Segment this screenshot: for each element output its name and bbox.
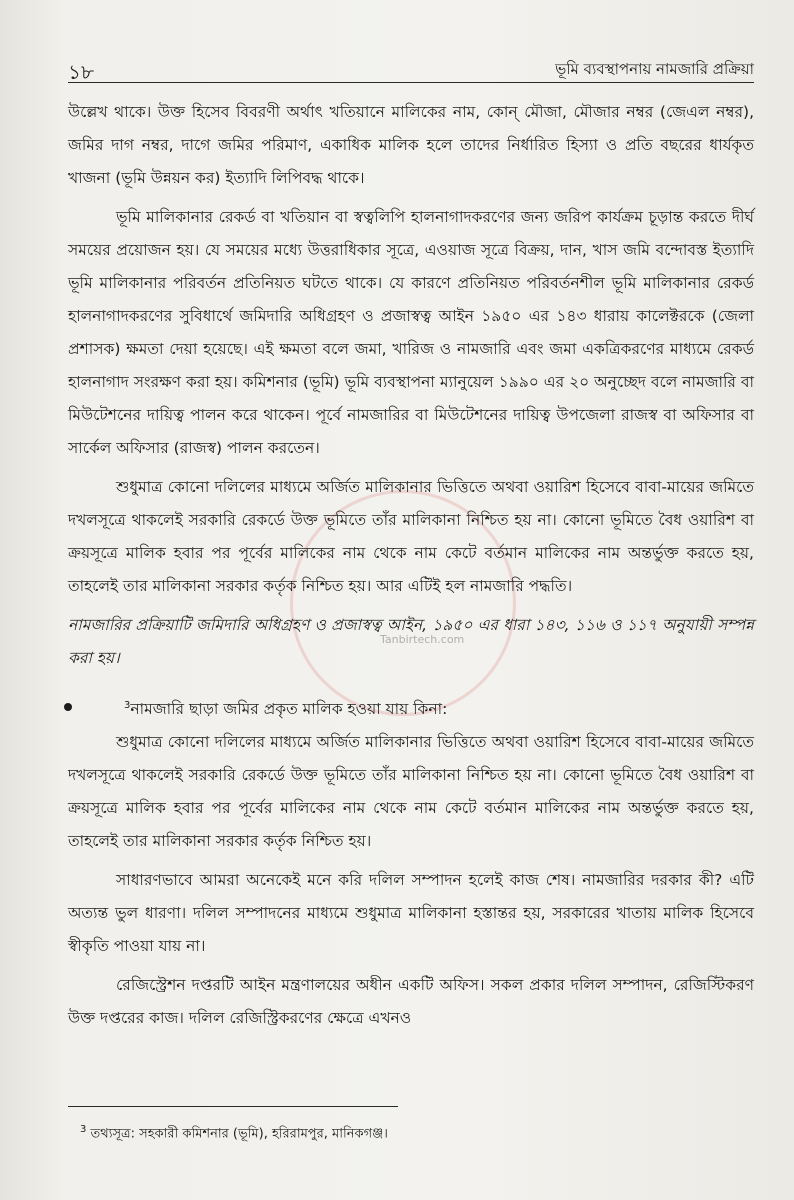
section-paragraph-misconception: সাধারণভাবে আমরা অনেকেই মনে করি দলিল সম্পাদন হলেই কাজ শেষ। নামজারির দরকার কী? এটি অত্যন্ত ভুল ধারণা। দলিল সম্পাদনের মাধ্যমে শুধুমাত্র মালিকানা হস্তান্তর হয়, সরকারের খাতায় মালিক হিসেবে স্বীকৃতি পাওয়া যায় না। xyxy=(68,871,754,956)
section-paragraph-registration: রেজিস্ট্রেশন দপ্তরটি আইন মন্ত্রণালয়ের অধীন একটি অফিস। সকল প্রকার দলিল সম্পাদন, রেজিস্টিকরণ উক্ত দপ্তরের কাজ। দলিল রেজিস্ট্রিকরণের ক্ষেত্রে এখনও xyxy=(68,976,754,1028)
running-title: ভূমি ব্যবস্থাপনায় নামজারি প্রক্রিয়া xyxy=(555,60,754,78)
section-paragraph-ownership: শুধুমাত্র কোনো দলিলের মাধ্যমে অর্জিত মালিকানার ভিত্তিতে অথবা ওয়ারিশ হিসেবে বাবা-মায়ের জমিতে দখলসূত্রে থাকলেই সরকারি রেকর্ডে উক্ত ভূমিতে তাঁর মালিকানা নিশ্চিত হয় না। কোনো ভূমিতে বৈধ ওয়ারিশ বা ক্রয়সূত্রে মালিক হবার পর পূর্বের মালিকের নাম থেকে নাম কেটে বর্তমান মালিকের নাম অন্তর্ভুক্ত করতে হয়, তাহলেই তার মালিকানা সরকার কর্তৃক নিশ্চিত হয়। xyxy=(68,733,754,851)
section-heading xyxy=(68,689,754,726)
page-body xyxy=(68,96,754,1041)
paragraph-ownership: শুধুমাত্র কোনো দলিলের মাধ্যমে অর্জিত মালিকানার ভিত্তিতে অথবা ওয়ারিশ হিসেবে বাবা-মায়ের জমিতে দখলসূত্রে থাকলেই সরকারি রেকর্ডে উক্ত ভূমিতে তাঁর মালিকানা নিশ্চিত হয় না। কোনো ভূমিতে বৈধ ওয়ারিশ বা ক্রয়সূত্রে মালিক হবার পর পূর্বের মালিকের নাম থেকে নাম কেটে বর্তমান মালিকের নাম অন্তর্ভুক্ত করতে হয়, তাহলেই তার মালিকানা সরকার কর্তৃক নিশ্চিত হয়। আর এটিই হল নামজারি পদ্ধতি। xyxy=(68,478,754,595)
section-heading-label: নামজারি ছাড়া জমির প্রকৃত মালিক হওয়া যায় কিনা: xyxy=(130,700,448,719)
bullet-icon xyxy=(64,703,72,711)
footnote xyxy=(80,1124,388,1145)
page-number: ১৮ xyxy=(68,60,94,84)
paragraph-record-update: ভূমি মালিকানার রেকর্ড বা খতিয়ান বা স্বত্বলিপি হালনাগাদকরণের জন্য জরিপ কার্যক্রম চূড়ান্ত করতে দীর্ঘ সময়ের প্রয়োজন হয়। যে সময়ের মধ্যে উত্তরাধিকার সূত্রে, এওয়াজ সূত্রে বিক্রয়, দান, খাস জমি বন্দোবস্ত ইত্যাদি ভূমি মালিকানার পরিবর্তন প্রতিনিয়ত ঘটতে থাকে। যে কারণে প্রতিনিয়ত পরিবর্তনশীল ভূমি মালিকানার রেকর্ড হালনাগাদকরণের সুবিধার্থে জমিদারি অধিগ্রহণ ও প্রজাস্বত্ব আইন ১৯৫০ এর ১৪৩ ধারায় কালেক্টরকে (জেলা প্রশাসক) ক্ষমতা দেয়া হয়েছে। এই ক্ষমতা বলে জমা, খারিজ ও নামজারি এবং জমা একত্রিকরণের মাধ্যমে রেকর্ড হালনাগাদ সংরক্ষণ করা হয়। কমিশনার (ভূমি) ভূমি ব্যবস্থাপনা ম্যানুয়েল ১৯৯০ এর ২০ অনুচ্ছেদ বলে নামজারি বা মিউটেশনের দায়িত্ব পালন করে থাকেন। পূর্বে নামজারির বা মিউটেশনের দায়িত্ব উপজেলা রাজস্ব বা অফিসার বা সার্কেল অফিসার (রাজস্ব) পালন করতেন। xyxy=(68,208,754,457)
footnote-marker: 3 xyxy=(124,700,131,711)
paragraph-legal-reference: নামজারির প্রক্রিয়াটি জমিদারি অধিগ্রহণ ও প্রজাস্বত্ব আইন, ১৯৫০ এর ধারা ১৪৩, ১১৬ ও ১১৭ অনুযায়ী সম্পন্ন করা হয়। xyxy=(68,616,754,667)
page-header xyxy=(0,46,794,86)
footnote-rule xyxy=(68,1106,398,1107)
footnote-text: তথ্যসূত্র: সহকারী কমিশনার (ভূমি), হরিরামপুর, মানিকগঞ্জ। xyxy=(90,1126,388,1142)
watermark-text: Tanbirtech.com xyxy=(380,633,465,646)
paragraph-continuation: উল্লেখ থাকে। উক্ত হিসেব বিবরণী অর্থাৎ খতিয়ানে মালিকের নাম, কোন্ মৌজা, মৌজার নম্বর (জেএল নম্বর), জমির দাগ নম্বর, দাগে জমির পরিমাণ, একাধিক মালিক হলে তাদের নির্ধারিত হিস্যা ও প্রতি বছরের ধার্যকৃত খাজনা (ভূমি উন্নয়ন কর) ইত্যাদি লিপিবদ্ধ থাকে। xyxy=(68,103,754,187)
footnote-number: 3 xyxy=(80,1124,87,1135)
section-heading-text xyxy=(124,700,447,718)
header-rule xyxy=(68,82,754,83)
